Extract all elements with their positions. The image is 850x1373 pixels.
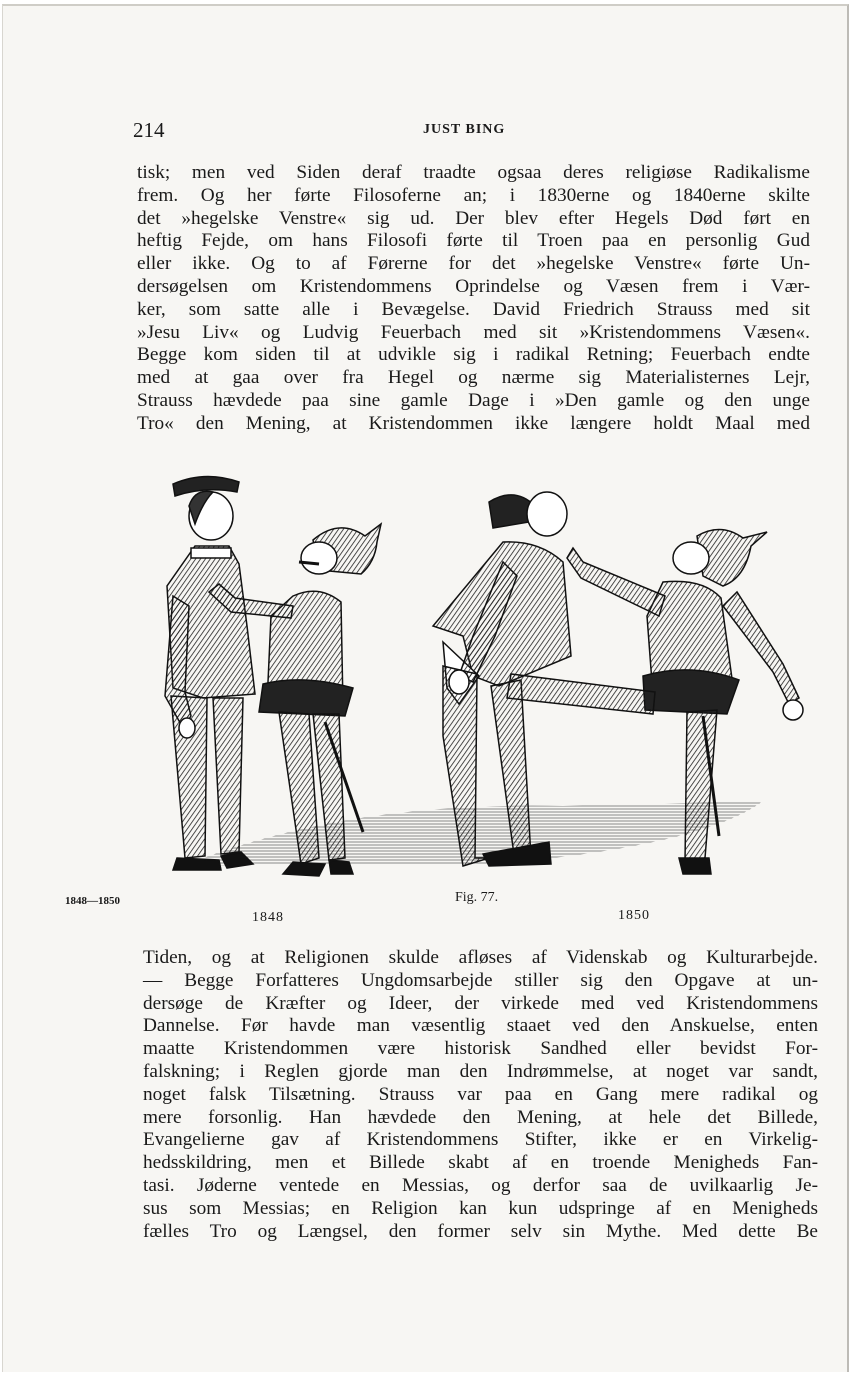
text-line: det »hegelske Venstre« sig ud. Der blev efter Hegels Død ført en — [137, 207, 810, 229]
figure-caption-left: 1848 — [252, 910, 284, 925]
figure-caption-right: 1850 — [618, 908, 650, 923]
text-line: eller ikke. Og to af Førerne for det »hegelske Venstre« førte Un- — [137, 253, 810, 275]
text-line: dersøge de Kræfter og Ideer, der virkede med ved Kristendommens — [143, 992, 818, 1014]
text-line: mere forsonlig. Han hævdede den Mening, at hele det Billede, — [143, 1106, 818, 1128]
running-title: JUST BING — [423, 122, 506, 137]
text-line: noget falsk Tilsætning. Strauss var paa en Gang mere radikal og — [143, 1083, 818, 1105]
text-line: sus som Messias; en Religion kan kun udspringe af en Menigheds — [143, 1197, 818, 1219]
text-line: med at gaa over fra Hegel og nærme sig Materialisternes Lejr, — [137, 367, 810, 389]
page-number: 214 — [133, 118, 165, 142]
text-line: Strauss hævdede paa sine gamle Dage i »Den gamle og den unge — [137, 389, 810, 411]
body-text-top — [137, 162, 810, 436]
figure-label: Fig. 77. — [455, 890, 499, 905]
text-line: dersøgelsen om Kristendommens Oprindelse og Væsen frem i Vær- — [137, 275, 810, 297]
text-line: heftig Fejde, om hans Filosofi førte til Troen paa en personlig Gud — [137, 230, 810, 252]
text-line: maatte Kristendommen være historisk Sandhed eller bevidst For- — [143, 1038, 818, 1060]
text-line: Tro« den Mening, at Kristendommen ikke længere holdt Maal med — [137, 412, 810, 434]
text-line: tisk; men ved Siden deraf traadte ogsaa deres religiøse Radikalisme — [137, 162, 810, 183]
text-line: Tiden, og at Religionen skulde afløses af Videnskab og Kulturarbejde. — [143, 947, 818, 968]
text-line: tasi. Jøderne ventede en Messias, og derfor saa de uvilkaarlig Je- — [143, 1174, 818, 1196]
text-line: fælles Tro og Længsel, den former selv sin Mythe. Med dette Be — [143, 1220, 818, 1242]
text-line: falskning; i Reglen gjorde man den Indrømmelse, at noget var sandt, — [143, 1060, 818, 1082]
book-page — [2, 4, 849, 1372]
text-line: ker, som satte alle i Bevægelse. David Friedrich Strauss med sit — [137, 298, 810, 320]
body-text-bottom — [143, 947, 818, 1243]
text-line: — Begge Forfatteres Ungdomsarbejde stiller sig den Opgave at un- — [143, 969, 818, 991]
soldier-cap-1848 — [165, 476, 255, 870]
running-head — [133, 118, 823, 148]
text-line: Begge kom siden til at udvikle sig i radikal Retning; Feuerbach endte — [137, 344, 810, 366]
text-line: hedsskildring, men et Billede skabt af en troende Menigheds Fan- — [143, 1152, 818, 1174]
figure-dates: 1848—1850 — [65, 895, 120, 907]
text-line: Evangelierne gav af Kristendommens Stifter, ikke er en Virkelig- — [143, 1129, 818, 1151]
text-line: frem. Og her førte Filosoferne an; i 1830erne og 1840erne skilte — [137, 184, 810, 206]
text-line: Dannelse. Før havde man væsentlig staaet ved den Anskuelse, enten — [143, 1015, 818, 1037]
text-line: »Jesu Liv« og Ludvig Feuerbach med sit »Kristendommens Væsen«. — [137, 321, 810, 343]
cartoon-illustration — [143, 466, 813, 886]
